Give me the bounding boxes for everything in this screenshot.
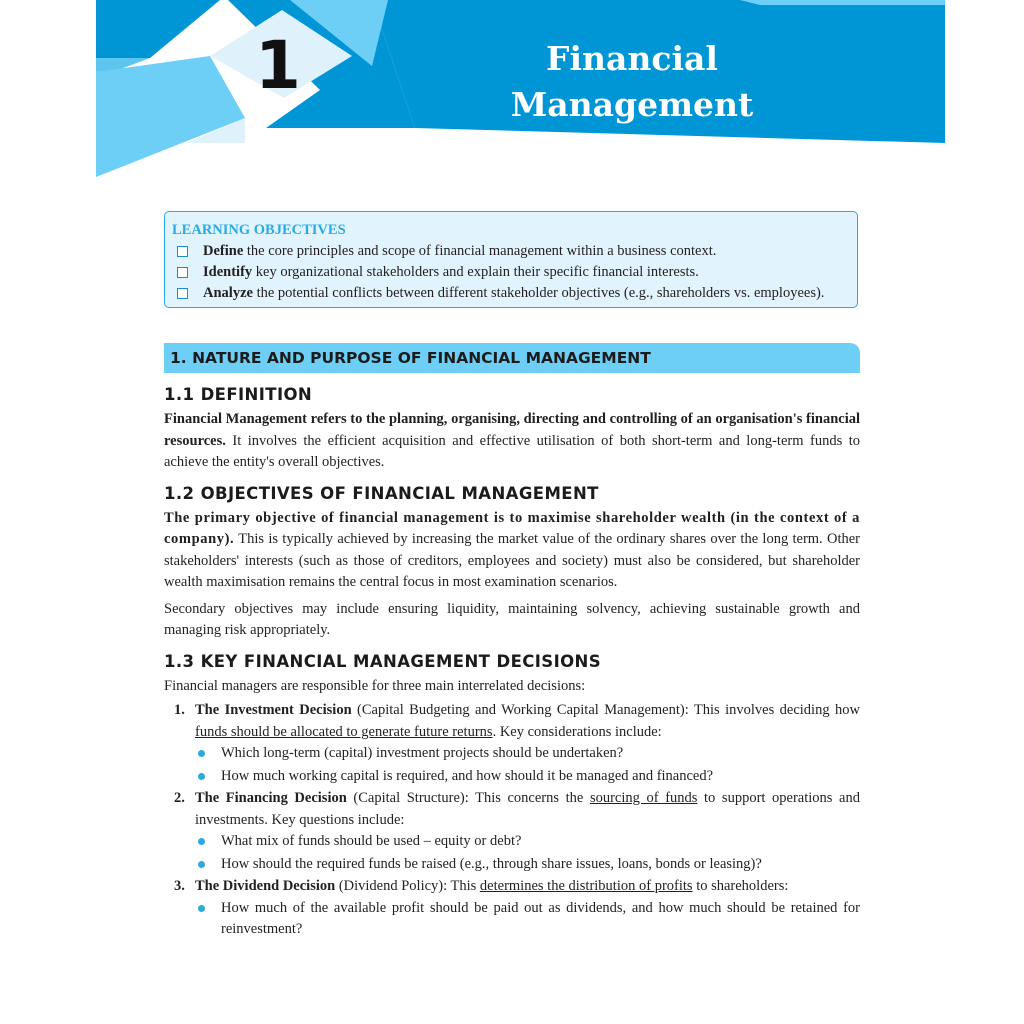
objective-item [172, 241, 847, 262]
learning-objectives-box [164, 211, 858, 308]
objective-text [203, 241, 716, 262]
section-heading: 1. NATURE AND PURPOSE OF FINANCIAL MANAGEMENT [164, 343, 860, 373]
definition-bold-text: Financial Management refers to the planning, organising, directing and controlling of an organisation's financial resources. [164, 411, 860, 449]
objective-item [172, 283, 847, 304]
bullet-text: How should the required funds be raised (e.g., through share issues, loans, bonds or leasing)? [221, 855, 762, 872]
subsection-heading-decisions: 1.3 KEY FINANCIAL MANAGEMENT DECISIONS [164, 651, 602, 671]
list-number: 3. [174, 878, 185, 894]
objective-text [203, 283, 824, 304]
objective-keyword: Identify [203, 264, 253, 280]
objective-item [172, 262, 847, 283]
objective-text [203, 262, 699, 283]
decision-text: (Capital Budgeting and Working Capital Management): This involves deciding how [351, 702, 860, 718]
checkbox-icon [177, 267, 188, 278]
section-content [164, 383, 860, 942]
bullet-text: How much of the available profit should be paid out as dividends, and how much should be retained for reinvestment? [221, 899, 860, 937]
chapter-number: 1 [255, 27, 301, 104]
underlined-text: determines the distribution of profits [479, 878, 693, 894]
definition-text: It involves the efficient acquisition and effective utilisation of both short-term and long-term funds to achieve the entity's overall objectives. [164, 432, 860, 470]
chapter-banner [0, 0, 1024, 190]
decision-text: (Dividend Policy): This [335, 878, 480, 894]
underlined-text: sourcing of funds [589, 790, 698, 806]
decision-text: (Capital Structure): This concerns the [346, 790, 590, 806]
list-item [164, 876, 860, 898]
list-item [164, 831, 860, 853]
decision-text: to support operations and investments. Key questions include: [195, 790, 860, 828]
objectives-text: This is typically achieved by increasing the market value of the ordinary shares over the long term. Other stakeholders' interests (such as those of creditors, employees and society) must also be considered, but shareholder wealth maximisation remains the central focus in most examination scenarios. [164, 531, 860, 590]
decision-text: to shareholders: [692, 878, 789, 894]
decision-title: The Dividend Decision [195, 878, 336, 894]
bullet-text: How much working capital is required, and how should it be managed and financed? [221, 767, 714, 784]
bullet-icon [198, 861, 205, 868]
list-item [164, 788, 860, 831]
objective-description: key organizational stakeholders and explain their specific financial interests. [252, 264, 699, 280]
list-item [164, 743, 860, 765]
bullet-icon [198, 905, 205, 912]
list-number: 2. [174, 790, 185, 806]
decision-text: . Key considerations include: [492, 723, 662, 740]
underlined-text: funds should be allocated to generate future returns [195, 723, 493, 740]
bullet-icon [198, 838, 205, 845]
objective-description: the core principles and scope of financial management within a business context. [243, 243, 717, 259]
list-item [164, 700, 860, 743]
bullet-text: Which long-term (capital) investment projects should be undertaken? [221, 745, 624, 761]
checkbox-icon [177, 246, 188, 257]
objectives-bold-text: The primary objective of financial management is to maximise shareholder wealth (in the context of a company). [164, 509, 860, 547]
list-item [164, 898, 860, 941]
list-number: 1. [174, 702, 185, 718]
bullet-text: What mix of funds should be used – equity or debt? [221, 833, 522, 849]
secondary-objectives-paragraph: Secondary objectives may include ensuring liquidity, maintaining solvency, achieving sustainable growth and managing risk appropriately. [164, 600, 860, 638]
list-item [164, 854, 860, 876]
bullet-icon [198, 750, 205, 757]
subsection-heading-definition: 1.1 DEFINITION [164, 385, 313, 404]
decision-title: The Investment Decision [195, 702, 352, 718]
definition-paragraph [164, 409, 860, 474]
list-item [164, 766, 860, 788]
chapter-title-line-1: Financial Management [510, 39, 754, 124]
chapter-title [420, 36, 844, 174]
objective-keyword: Analyze [203, 285, 253, 301]
learning-objectives-heading: LEARNING OBJECTIVES [172, 222, 346, 238]
objective-keyword: Define [203, 243, 244, 259]
checkbox-icon [177, 288, 188, 299]
objective-description: the potential conflicts between different stakeholder objectives (e.g., shareholders vs. employees). [252, 285, 825, 301]
decisions-intro: Financial managers are responsible for three main interrelated decisions: [164, 677, 586, 694]
chapter-title-line-2: Function [549, 131, 715, 170]
bullet-icon [198, 773, 205, 780]
decision-title: The Financing Decision [195, 790, 347, 806]
objectives-paragraph [164, 508, 860, 594]
subsection-heading-objectives: 1.2 OBJECTIVES OF FINANCIAL MANAGEMENT [164, 483, 599, 503]
